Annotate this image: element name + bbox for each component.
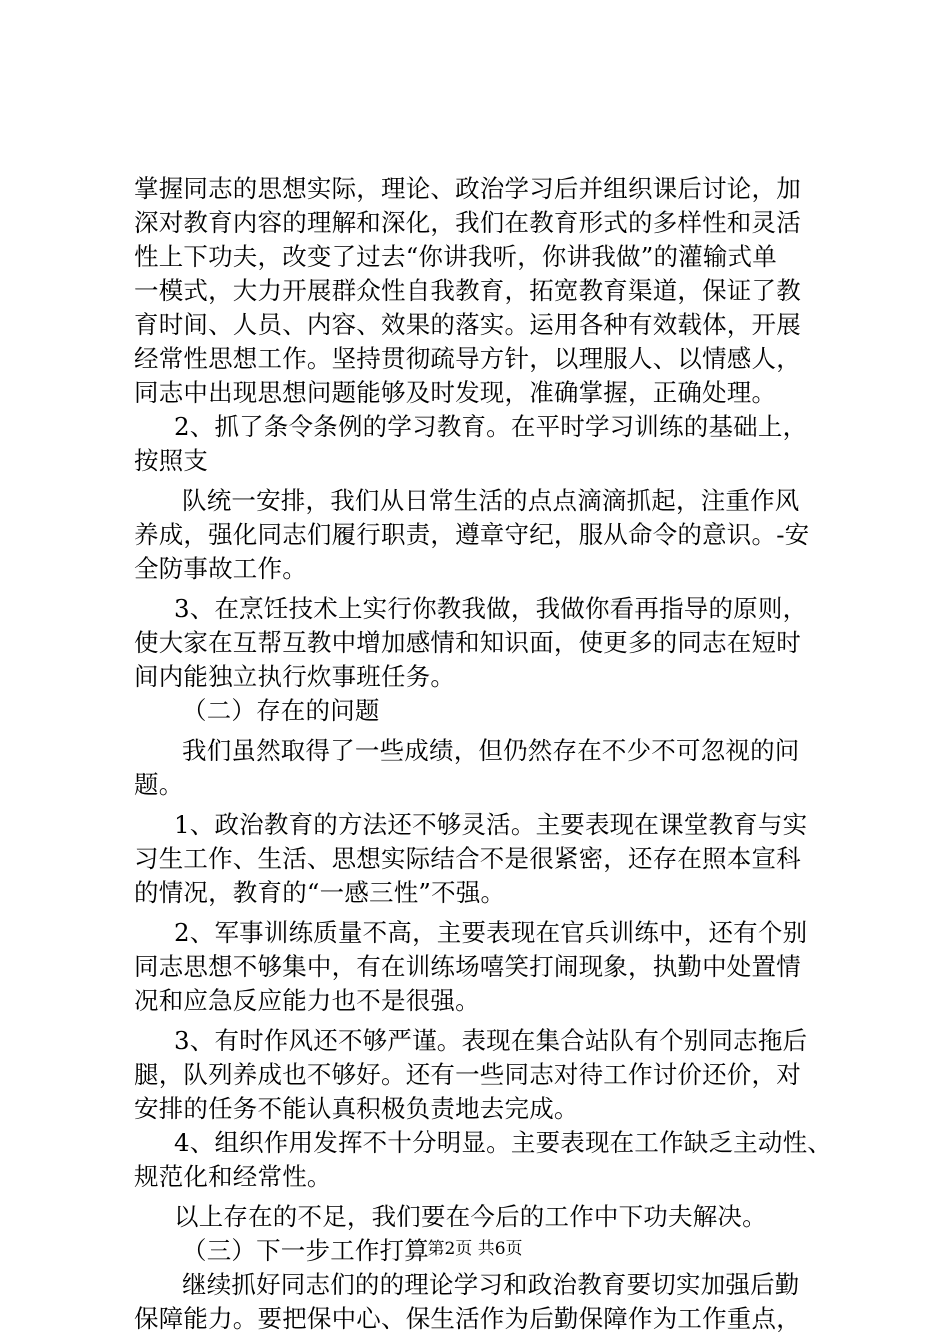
text-line: 全防事故工作。	[134, 554, 307, 583]
paragraph-start: 2、抓了条令条例的学习教育。在平时学习训练的基础上，	[174, 412, 808, 441]
text-line: 养成，强化同志们履行职责，遵章守纪，服从命令的意识。-安	[134, 520, 810, 549]
text-line: 况和应急反应能力也不是很强。	[134, 986, 480, 1015]
paragraph-start: 1、政治教育的方法还不够灵活。主要表现在课堂教育与实	[174, 810, 808, 839]
text-line: 安排的任务不能认真积极负责地去完成。	[134, 1094, 579, 1123]
paragraph-start: 我们虽然取得了一些成绩，但仍然存在不少不可忽视的问	[182, 736, 800, 765]
text-line: 使大家在互帮互教中增加感情和知识面，使更多的同志在短时	[134, 628, 801, 657]
paragraph-start: 4、组织作用发挥不十分明显。主要表现在工作缺乏主动性、	[174, 1128, 832, 1157]
text-line: 习生工作、生活、思想实际结合不是很紧密，还存在照本宣科	[134, 844, 801, 873]
section-heading: （二）存在的问题	[182, 696, 380, 725]
text-line: 间内能独立执行炊事班任务。	[134, 662, 456, 691]
text-line: 保障能力。要把保中心、保生活作为后勤保障作为工作重点，	[134, 1304, 801, 1333]
paragraph-start: 继续抓好同志们的的理论学习和政治教育要切实加强后勤	[182, 1270, 800, 1299]
text-line: 性上下功夫，改变了过去“你讲我听，你讲我做”的灌输式单	[134, 242, 777, 271]
paragraph-start: 3、有时作风还不够严谨。表现在集合站队有个别同志拖后	[174, 1026, 808, 1055]
paragraph-start: 以上存在的不足，我们要在今后的工作中下功夫解决。	[174, 1202, 767, 1231]
text-line: 一模式，大力开展群众性自我教育，拓宽教育渠道，保证了教	[134, 276, 801, 305]
paragraph-start: 队统一安排，我们从日常生活的点点滴滴抓起，注重作风	[182, 486, 800, 515]
text-line: 规范化和经常性。	[134, 1162, 332, 1191]
text-line: 育时间、人员、内容、效果的落实。运用各种有效载体，开展	[134, 310, 801, 339]
paragraph-start: 3、在烹饪技术上实行你教我做，我做你看再指导的原则，	[174, 594, 808, 623]
text-line: 按照支	[134, 446, 209, 475]
paragraph-start: 2、军事训练质量不高，主要表现在官兵训练中，还有个别	[174, 918, 808, 947]
text-line: 经常性思想工作。坚持贯彻疏导方针，以理服人、以情感人，	[134, 344, 801, 373]
text-line: 题。	[134, 770, 184, 799]
text-line: 同志中出现思想问题能够及时发现，准确掌握，正确处理。	[134, 378, 777, 407]
section-heading: （三）下一步工作打算	[182, 1236, 429, 1265]
page-number-footer: 第2页 共6页	[427, 1239, 523, 1259]
document-body	[134, 172, 834, 1336]
text-line: 的情况，教育的“一感三性”不强。	[134, 878, 506, 907]
text-line: 同志思想不够集中，有在训练场嘻笑打闹现象，执勤中处置情	[134, 952, 801, 981]
text-line: 深对教育内容的理解和深化，我们在教育形式的多样性和灵活	[134, 208, 801, 237]
text-line: 腿，队列养成也不够好。还有一些同志对待工作讨价还价，对	[134, 1060, 801, 1089]
text-line: 掌握同志的思想实际，理论、政治学习后并组织课后讨论，加	[134, 174, 801, 203]
